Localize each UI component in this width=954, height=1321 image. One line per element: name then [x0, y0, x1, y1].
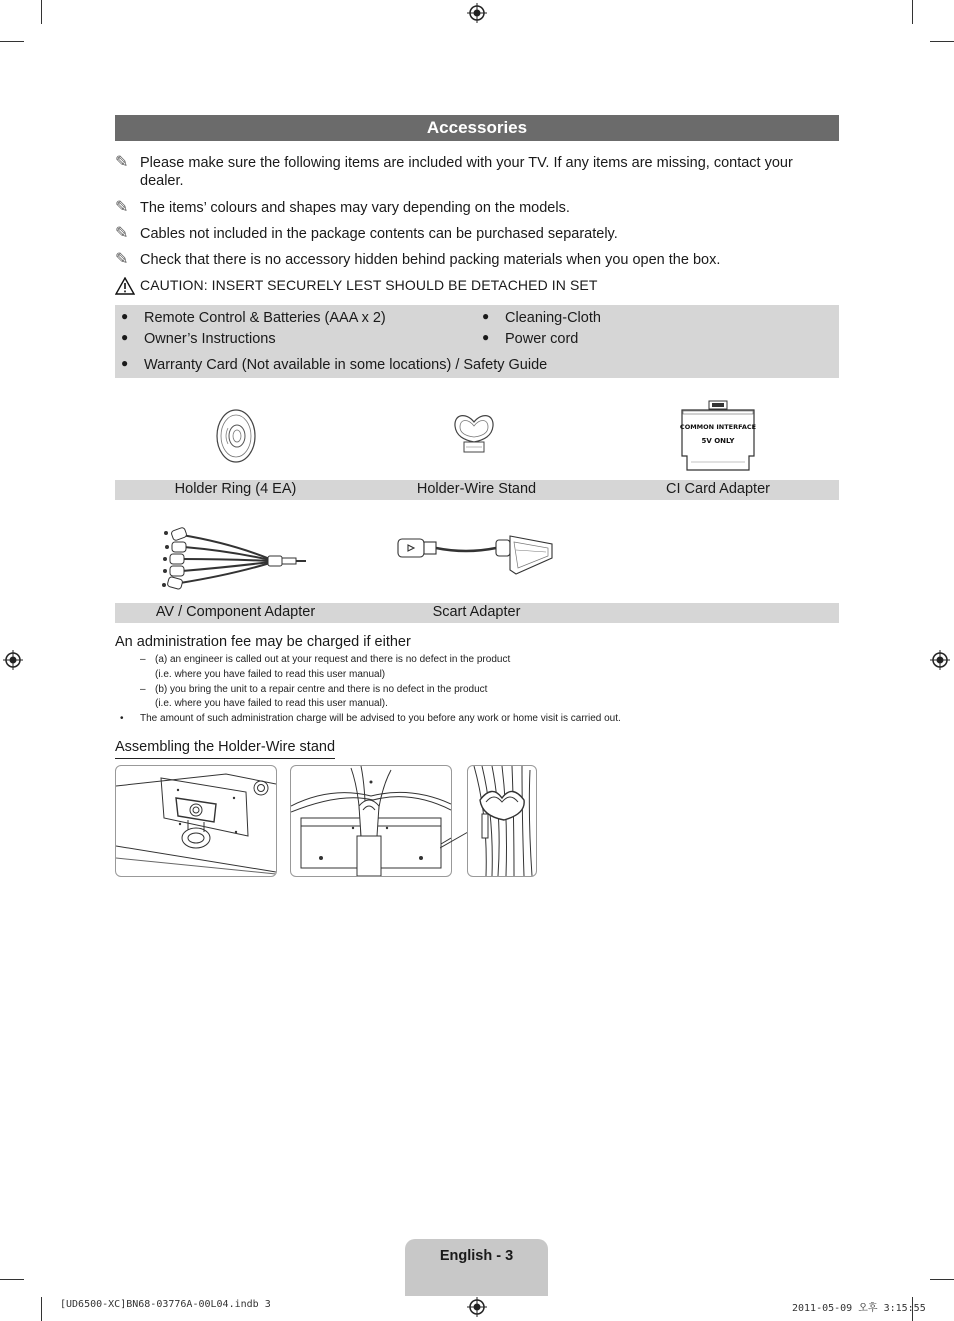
- crop-mark: [41, 1297, 42, 1321]
- holder-ring-image: [214, 408, 258, 464]
- caption-bar: [115, 480, 839, 500]
- registration-mark-icon: [3, 650, 23, 670]
- registration-mark-icon: [467, 1297, 487, 1317]
- note-item: [115, 199, 815, 217]
- included-items-box: ● Remote Control & Batteries (AAA x 2) ● Owner’s Instructions ● Cleaning-Cloth ● Power cord ● Warranty Card (Not available in some locations) / Safety Guide: [115, 305, 839, 378]
- note-text: Cables not included in the package contents can be purchased separately.: [140, 226, 618, 242]
- note-text: The items’ colours and shapes may vary depending on the models.: [140, 200, 570, 216]
- page-number: English - 3: [439, 1248, 514, 1264]
- crop-mark: [0, 41, 24, 42]
- caption-holder-wire-stand: Holder-Wire Stand: [416, 481, 537, 497]
- crop-mark: [930, 1279, 954, 1280]
- note-item: [115, 251, 815, 269]
- caution-line: [115, 277, 715, 295]
- registration-mark-icon: [930, 650, 950, 670]
- bullet-icon: ●: [482, 309, 490, 323]
- warning-triangle-icon: [115, 277, 135, 295]
- note-text: Check that there is no accessory hidden behind packing materials when you open the box.: [140, 252, 721, 268]
- note-pencil-icon: ✎: [115, 154, 129, 171]
- caution-text: CAUTION: INSERT SECURELY LEST SHOULD BE DETACHED IN SET: [140, 277, 598, 293]
- holder-wire-stand-image: [452, 410, 496, 456]
- note-pencil-icon: ✎: [115, 225, 129, 242]
- bullet-icon: •: [120, 713, 124, 724]
- scart-adapter-image: [396, 530, 556, 580]
- registration-mark-icon: [467, 3, 487, 23]
- admin-fee-note: The amount of such administration charge will be advised to you before any work or home visit is carried out.: [140, 713, 621, 724]
- bullet-icon: ●: [482, 330, 490, 344]
- print-slug-file: [UD6500-XC]BN68-03776A-00L04.indb 3: [60, 1299, 271, 1310]
- note-item: [115, 225, 815, 243]
- note-text: Please make sure the following items are included with your TV. If any items are missing, contact your dealer.: [140, 155, 793, 189]
- bullet-icon: ●: [121, 330, 129, 344]
- admin-fee-condition-note: (i.e. where you have failed to read this user manual).: [155, 698, 388, 709]
- av-component-adapter-image: [160, 525, 308, 593]
- note-item: [115, 154, 815, 190]
- ci-card-voltage: 5V ONLY: [701, 437, 735, 445]
- note-pencil-icon: ✎: [115, 251, 129, 268]
- assembly-heading: Assembling the Holder-Wire stand: [115, 738, 335, 759]
- section-title: Accessories: [115, 115, 839, 141]
- bullet-icon: ●: [121, 309, 129, 323]
- bullet-icon: ●: [121, 356, 129, 370]
- crop-mark: [930, 41, 954, 42]
- connector-line-icon: [440, 830, 470, 850]
- ci-card-label: COMMON INTERFACE: [679, 423, 757, 431]
- ci-card-adapter-image: [679, 400, 757, 472]
- note-pencil-icon: ✎: [115, 199, 129, 216]
- admin-fee-condition-note: (i.e. where you have failed to read this user manual): [155, 669, 386, 680]
- caption-bar: [115, 603, 839, 623]
- caption-scart-adapter: Scart Adapter: [432, 604, 521, 620]
- caption-av-component-adapter: AV / Component Adapter: [155, 604, 316, 620]
- crop-mark: [912, 0, 913, 24]
- dash-icon: –: [140, 654, 146, 665]
- assembly-step-3-image: [467, 765, 537, 877]
- caption-ci-card-adapter: CI Card Adapter: [666, 481, 770, 497]
- admin-fee-condition: (b) you bring the unit to a repair centre and there is no defect in the product: [155, 684, 488, 695]
- assembly-step-2-image: [290, 765, 452, 877]
- caption-holder-ring: Holder Ring (4 EA): [174, 481, 297, 497]
- dash-icon: –: [140, 684, 146, 695]
- print-slug-date: 2011-05-09 오후 3:15:55: [792, 1303, 926, 1314]
- page-number-tab: [405, 1239, 548, 1296]
- admin-fee-condition: (a) an engineer is called out at your request and there is no defect in the product: [155, 654, 511, 665]
- assembly-step-1-image: [115, 765, 277, 877]
- crop-mark: [41, 0, 42, 24]
- admin-fee-intro: An administration fee may be charged if either: [115, 634, 411, 650]
- crop-mark: [0, 1279, 24, 1280]
